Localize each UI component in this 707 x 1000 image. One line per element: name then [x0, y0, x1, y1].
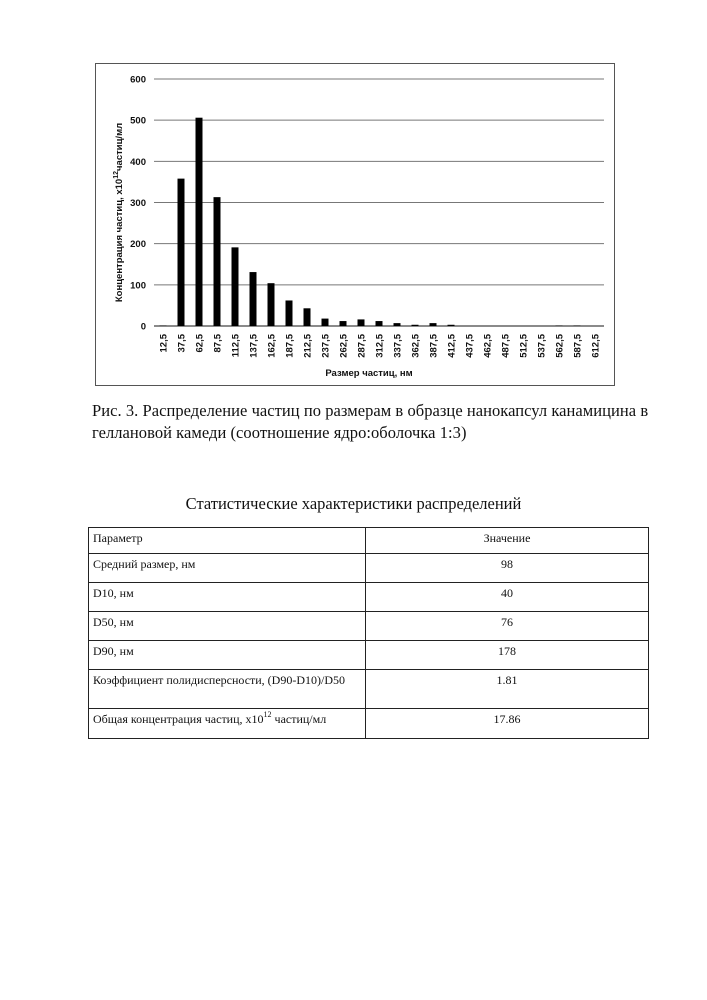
- y-tick-label: 300: [130, 198, 146, 209]
- row-value: 98: [366, 554, 649, 583]
- row-param: Коэффициент полидисперсности, (D90-D10)/D50: [89, 670, 366, 709]
- table-row: [89, 641, 649, 670]
- bar: [430, 323, 437, 326]
- row-param: D10, нм: [89, 583, 366, 612]
- x-axis-label: Размер частиц, нм: [325, 368, 413, 379]
- bar: [358, 319, 365, 326]
- y-tick-label: 0: [140, 321, 146, 333]
- x-tick-label: 362,5: [410, 334, 422, 358]
- bar: [448, 325, 455, 326]
- param-exponent: 12: [263, 710, 272, 719]
- chart-frame: [95, 63, 615, 386]
- y-axis-label-exponent: 12: [113, 170, 120, 179]
- x-tick-label: 312,5: [374, 334, 386, 358]
- x-tick-label: 112,5: [230, 334, 242, 358]
- x-tick-label: 537,5: [536, 334, 548, 358]
- y-tick-label: 100: [130, 280, 146, 292]
- x-tick-label: 462,5: [482, 334, 494, 358]
- x-tick-label: 337,5: [392, 334, 404, 358]
- row-param: Средний размер, нм: [89, 554, 366, 583]
- header-value: Значение: [366, 528, 649, 554]
- figure-caption: Рис. 3. Распределение частиц по размерам в образце нанокапсул канамицина в геллановой камеди (соотношение ядро:оболочка 1:3): [92, 401, 649, 442]
- y-tick-label: 200: [130, 239, 146, 251]
- x-tick-label: 62,5: [194, 334, 206, 353]
- x-tick-label: 562,5: [554, 334, 566, 358]
- row-param: [89, 709, 366, 739]
- statistics-table: [88, 527, 649, 739]
- table-row: [89, 709, 649, 739]
- table-row: [89, 583, 649, 612]
- bar: [250, 272, 257, 326]
- x-tick-label: 287,5: [356, 334, 368, 358]
- param-text: Общая концентрация частиц, х10: [93, 712, 264, 726]
- bar: [340, 321, 347, 326]
- x-tick-label: 412,5: [446, 334, 458, 358]
- x-tick-label: 262,5: [338, 334, 350, 358]
- row-value: 178: [366, 641, 649, 670]
- table-row: [89, 670, 649, 709]
- param-unit: частиц/мл: [271, 712, 327, 726]
- row-param: D90, нм: [89, 641, 366, 670]
- y-axis-label: [113, 123, 125, 302]
- bar: [304, 308, 311, 326]
- x-tick-label: 12,5: [158, 334, 170, 353]
- x-tick-label: 387,5: [428, 334, 440, 358]
- table-row: [89, 612, 649, 641]
- x-tick-label: 612,5: [590, 334, 602, 358]
- bar: [322, 319, 329, 326]
- x-tick-label: 437,5: [464, 334, 476, 358]
- table-row: [89, 554, 649, 583]
- x-tick-label: 187,5: [284, 334, 296, 358]
- row-param: D50, нм: [89, 612, 366, 641]
- y-axis-label-text: Концентрация частиц, х10: [114, 178, 125, 303]
- row-value: 17.86: [366, 709, 649, 739]
- x-tick-label: 87,5: [212, 334, 224, 353]
- bar: [196, 118, 203, 326]
- x-tick-label: 137,5: [248, 334, 260, 358]
- y-tick-label: 400: [130, 156, 146, 168]
- y-tick-label: 500: [130, 115, 146, 127]
- row-value: 76: [366, 612, 649, 641]
- header-parameter: Параметр: [89, 528, 366, 554]
- bar: [412, 325, 419, 326]
- bar: [178, 179, 185, 326]
- y-tick-label: 600: [130, 74, 146, 86]
- row-value: 1.81: [366, 670, 649, 709]
- x-tick-label: 512,5: [518, 334, 530, 358]
- bar: [376, 321, 383, 326]
- x-tick-label: 237,5: [320, 334, 332, 358]
- row-value: 40: [366, 583, 649, 612]
- bar-chart: [96, 64, 616, 387]
- x-tick-label: 212,5: [302, 334, 314, 358]
- table-header-row: [89, 528, 649, 554]
- y-axis-label-unit: частиц/мл: [114, 122, 125, 171]
- x-tick-label: 487,5: [500, 334, 512, 358]
- x-tick-label: 162,5: [266, 334, 278, 358]
- table-title: Статистические характеристики распределений: [185, 494, 522, 513]
- bar: [286, 300, 293, 326]
- bar: [214, 197, 221, 326]
- bar: [232, 247, 239, 326]
- bar: [268, 283, 275, 326]
- x-tick-label: 587,5: [572, 334, 584, 358]
- x-tick-label: 37,5: [176, 334, 188, 353]
- bar: [394, 323, 401, 326]
